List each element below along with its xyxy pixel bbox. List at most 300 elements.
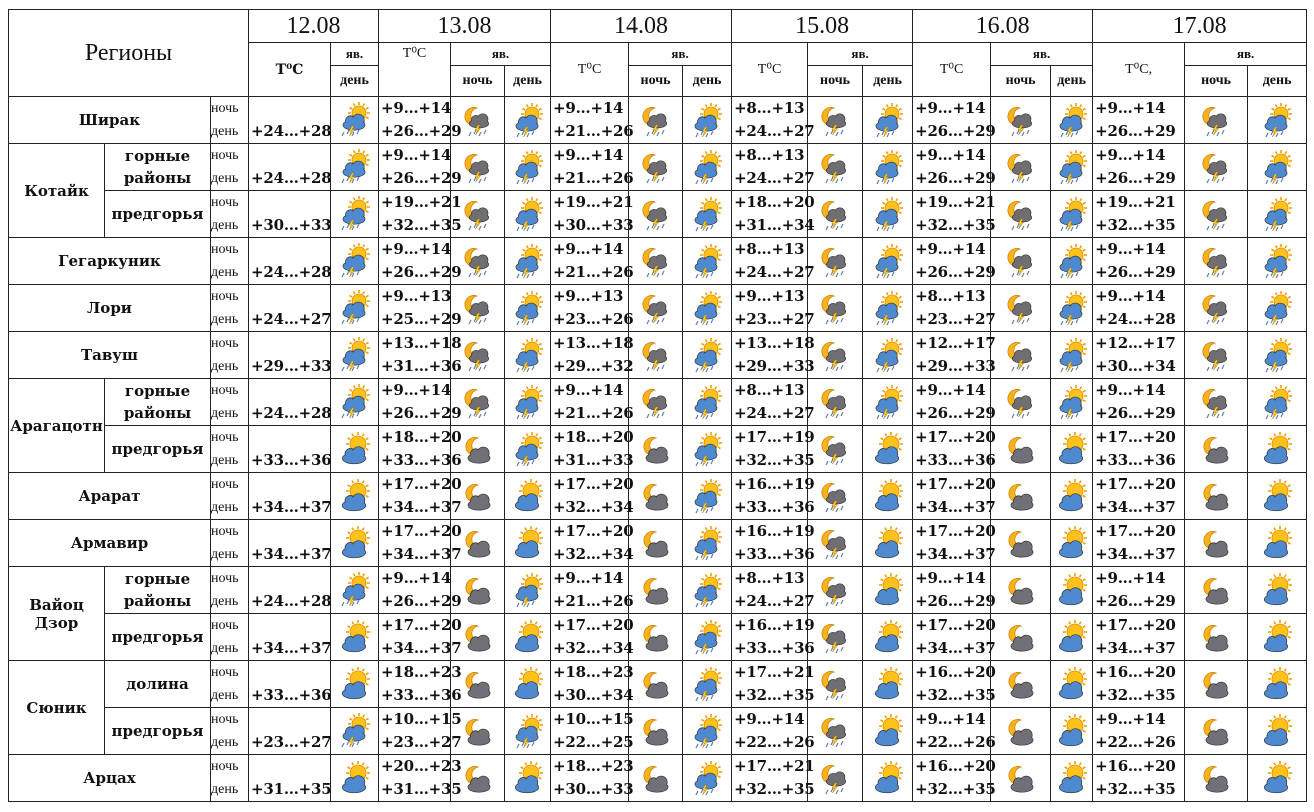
moon-cloud-icon (629, 755, 683, 802)
day-temp: +24…+28 (1095, 310, 1176, 328)
night-temp: ночь (211, 148, 239, 163)
day-temp: +34…+37 (251, 545, 332, 563)
night-temp: +10…+15 (553, 710, 634, 728)
region-name: Арагацотн (9, 379, 105, 473)
night-temp: +13…+18 (734, 334, 815, 352)
sun-cloud-icon (1051, 755, 1093, 802)
sun-cloud-icon (1051, 661, 1093, 708)
moon-cloud-icon (1185, 708, 1248, 755)
temp-cell (379, 285, 462, 332)
sun-storm-icon (683, 755, 732, 802)
moon-storm-icon (991, 332, 1051, 379)
moon-storm-icon (808, 144, 863, 191)
day-subheader: день (1051, 66, 1093, 97)
sun-storm-icon (1248, 285, 1307, 332)
day-temp: +26…+29 (915, 404, 996, 422)
moon-storm-icon (991, 144, 1051, 191)
sun-storm-icon (683, 238, 732, 285)
moon-storm-icon (808, 238, 863, 285)
date-header: 15.08 (732, 10, 913, 43)
day-temp: +24…+27 (734, 169, 815, 187)
region-name: Арцах (9, 755, 211, 802)
night-temp: +9…+14 (1095, 381, 1166, 399)
day-temp: +21…+26 (553, 404, 634, 422)
temp-cell (732, 144, 815, 191)
day-temp: день (211, 265, 239, 280)
region-row (9, 473, 1307, 520)
day-temp: +26…+29 (381, 263, 462, 281)
moon-storm-icon (629, 238, 683, 285)
temp-cell (913, 285, 996, 332)
temp-cell (249, 379, 331, 426)
night-temp: ночь (211, 289, 239, 304)
night-temp: +16…+20 (915, 757, 996, 775)
sun-storm-icon (505, 238, 551, 285)
moon-storm-icon (629, 332, 683, 379)
sun-cloud-icon (863, 520, 913, 567)
sun-cloud-icon (331, 426, 379, 473)
night-temp: +9…+14 (734, 710, 805, 728)
region-name: Ширак (9, 97, 211, 144)
day-temp: +34…+37 (915, 498, 996, 516)
temp-cell (913, 238, 996, 285)
time-of-day-labels (211, 144, 249, 191)
subregion-name: долина (105, 661, 211, 708)
night-temp: +9…+14 (915, 710, 986, 728)
night-temp: +18…+23 (553, 757, 634, 775)
sun-storm-icon (505, 332, 551, 379)
moon-storm-icon (1185, 238, 1248, 285)
day-temp: +23…+26 (553, 310, 634, 328)
day-temp: +33…+36 (734, 498, 815, 516)
night-temp: ночь (211, 759, 239, 774)
day-temp: +26…+29 (381, 122, 462, 140)
moon-cloud-icon (1185, 614, 1248, 661)
night-temp: +9…+14 (381, 146, 452, 164)
day-temp: +33…+36 (1095, 451, 1176, 469)
day-temp: +24…+28 (251, 404, 332, 422)
day-temp: +23…+27 (251, 733, 332, 751)
night-temp: +9…+13 (734, 287, 805, 305)
day-temp: +26…+29 (1095, 122, 1176, 140)
temp-cell (732, 708, 815, 755)
day-temp: +24…+27 (251, 310, 332, 328)
region-name: Вайоц Дзор (9, 567, 105, 661)
night-subheader: ночь (1185, 66, 1248, 97)
sun-cloud-icon (1248, 708, 1307, 755)
day-temp: +29…+32 (553, 357, 634, 375)
day-temp: +26…+29 (381, 592, 462, 610)
day-temp: день (211, 359, 239, 374)
moon-cloud-icon (991, 755, 1051, 802)
temp-cell (1093, 755, 1185, 802)
day-temp: +31…+36 (381, 357, 462, 375)
temp-cell (1093, 144, 1185, 191)
sun-storm-icon (1051, 285, 1093, 332)
moon-storm-icon (991, 238, 1051, 285)
day-temp: +23…+27 (915, 310, 996, 328)
day-temp: день (211, 312, 239, 327)
night-temp: +9…+13 (553, 287, 624, 305)
time-of-day-labels (211, 567, 249, 614)
sun-storm-icon (683, 567, 732, 614)
region-row (9, 285, 1307, 332)
sun-storm-icon (505, 144, 551, 191)
night-temp: ночь (211, 195, 239, 210)
night-temp: +8…+13 (734, 569, 805, 587)
sun-cloud-icon (331, 614, 379, 661)
day-temp: +34…+37 (915, 545, 996, 563)
day-temp: +34…+37 (915, 639, 996, 657)
moon-cloud-icon (1185, 661, 1248, 708)
night-temp: +10…+15 (381, 710, 462, 728)
temp-cell (1093, 661, 1185, 708)
region-row (9, 708, 1307, 755)
temp-cell (551, 661, 634, 708)
sun-storm-icon (863, 285, 913, 332)
moon-cloud-icon (1185, 755, 1248, 802)
temp-cell (1093, 708, 1185, 755)
day-temp: +32…+34 (553, 639, 634, 657)
temp-cell (1093, 567, 1185, 614)
time-of-day-labels (211, 755, 249, 802)
night-temp: +17…+20 (915, 475, 996, 493)
moon-cloud-icon (991, 567, 1051, 614)
temp-cell (732, 426, 815, 473)
time-of-day-labels (211, 661, 249, 708)
night-temp: +9…+13 (381, 287, 452, 305)
day-temp: +22…+26 (1095, 733, 1176, 751)
temp-header: T⁰C, (1093, 43, 1185, 97)
day-temp: +21…+26 (553, 263, 634, 281)
temp-cell (249, 426, 331, 473)
temp-header: T⁰C (732, 43, 808, 97)
temp-cell (249, 97, 331, 144)
temp-cell (732, 661, 815, 708)
day-temp: +32…+35 (1095, 686, 1176, 704)
moon-storm-icon (991, 285, 1051, 332)
sun-storm-icon (683, 708, 732, 755)
temp-cell (551, 144, 634, 191)
region-row (9, 97, 1307, 144)
sun-storm-icon (683, 661, 732, 708)
night-temp: +8…+13 (734, 240, 805, 258)
day-temp: +24…+27 (734, 592, 815, 610)
day-temp: день (211, 735, 239, 750)
day-temp: день (211, 500, 239, 515)
day-temp: день (211, 171, 239, 186)
temp-cell (551, 285, 634, 332)
moon-cloud-icon (629, 520, 683, 567)
night-temp: +20…+23 (381, 757, 462, 775)
moon-storm-icon (1185, 285, 1248, 332)
day-temp: +24…+27 (734, 404, 815, 422)
night-temp: +9…+14 (915, 240, 986, 258)
sun-storm-icon (683, 191, 732, 238)
sun-storm-icon (505, 708, 551, 755)
night-temp: +17…+21 (734, 757, 815, 775)
sun-storm-icon (1051, 144, 1093, 191)
night-temp: +8…+13 (734, 146, 805, 164)
sun-cloud-icon (331, 661, 379, 708)
day-temp: день (211, 547, 239, 562)
sun-storm-icon (683, 144, 732, 191)
day-subheader: день (1248, 66, 1307, 97)
night-temp: ночь (211, 665, 239, 680)
night-temp: +18…+23 (553, 663, 634, 681)
sun-storm-icon (505, 191, 551, 238)
sun-cloud-icon (505, 520, 551, 567)
day-temp: +24…+28 (251, 169, 332, 187)
temp-header: T⁰C (913, 43, 991, 97)
night-temp: +8…+13 (734, 99, 805, 117)
temp-cell (732, 520, 815, 567)
night-temp: +9…+14 (1095, 99, 1166, 117)
temp-cell (1093, 332, 1185, 379)
day-temp: +26…+29 (915, 263, 996, 281)
temp-cell (249, 144, 331, 191)
day-temp: +30…+33 (553, 216, 634, 234)
temp-cell (379, 520, 462, 567)
night-temp: +9…+14 (553, 99, 624, 117)
sun-storm-icon (683, 285, 732, 332)
day-temp: +30…+34 (553, 686, 634, 704)
sun-cloud-icon (1248, 614, 1307, 661)
temp-cell (1093, 379, 1185, 426)
temp-cell (732, 285, 815, 332)
day-temp: +32…+35 (1095, 780, 1176, 798)
day-temp: +32…+34 (553, 545, 634, 563)
temp-cell (732, 473, 815, 520)
region-name: Гегаркуник (9, 238, 211, 285)
day-temp: +32…+34 (553, 498, 634, 516)
sun-cloud-icon (1248, 661, 1307, 708)
yav-header: яв. (1185, 43, 1307, 66)
night-temp: +17…+20 (1095, 428, 1176, 446)
sun-storm-icon (683, 332, 732, 379)
day-temp: +29…+33 (915, 357, 996, 375)
moon-storm-icon (629, 191, 683, 238)
rain-sun-storm-icon (331, 567, 379, 614)
day-temp: +30…+33 (553, 780, 634, 798)
sun-cloud-icon (1051, 614, 1093, 661)
temp-cell (1093, 614, 1185, 661)
day-temp: +34…+37 (251, 498, 332, 516)
moon-storm-icon (991, 379, 1051, 426)
temp-cell (551, 379, 634, 426)
rain-sun-storm-icon (331, 332, 379, 379)
temp-cell (913, 97, 996, 144)
temp-cell (379, 144, 462, 191)
moon-storm-icon (808, 567, 863, 614)
temp-cell (732, 379, 815, 426)
night-temp: +16…+19 (734, 616, 815, 634)
day-temp: +32…+35 (734, 451, 815, 469)
temp-cell (913, 144, 996, 191)
time-of-day-labels (211, 473, 249, 520)
night-temp: +16…+19 (734, 522, 815, 540)
night-temp: +9…+14 (1095, 240, 1166, 258)
sun-cloud-icon (1248, 473, 1307, 520)
sun-storm-icon (1051, 332, 1093, 379)
night-temp: +17…+21 (734, 663, 815, 681)
moon-storm-icon (808, 755, 863, 802)
temp-cell (913, 473, 996, 520)
sun-storm-icon (505, 285, 551, 332)
day-temp: +30…+34 (1095, 357, 1176, 375)
temp-cell (1093, 520, 1185, 567)
temp-cell (551, 97, 634, 144)
day-temp: день (211, 782, 239, 797)
night-temp: +9…+14 (915, 146, 986, 164)
day-temp: +34…+37 (1095, 639, 1176, 657)
sun-storm-icon (863, 191, 913, 238)
night-temp: +19…+21 (381, 193, 462, 211)
day-temp: +32…+35 (915, 216, 996, 234)
night-temp: +9…+14 (1095, 569, 1166, 587)
day-temp: +26…+29 (1095, 169, 1176, 187)
day-temp: +24…+27 (734, 263, 815, 281)
rain-sun-storm-icon (331, 97, 379, 144)
night-temp: ночь (211, 618, 239, 633)
night-temp: +17…+20 (381, 522, 462, 540)
night-temp: ночь (211, 571, 239, 586)
night-temp: +17…+20 (1095, 475, 1176, 493)
night-temp: +9…+14 (915, 381, 986, 399)
sun-storm-icon (505, 567, 551, 614)
day-temp: +34…+37 (1095, 545, 1176, 563)
night-temp: +9…+14 (915, 569, 986, 587)
moon-cloud-icon (991, 708, 1051, 755)
night-temp: ночь (211, 524, 239, 539)
forecast-table (8, 9, 1307, 802)
temp-cell (551, 708, 634, 755)
day-temp: +29…+33 (734, 357, 815, 375)
day-temp: день (211, 124, 239, 139)
temp-cell (913, 191, 996, 238)
day-temp: +32…+35 (915, 686, 996, 704)
region-name: Лори (9, 285, 211, 332)
temp-cell (249, 755, 331, 802)
night-temp: +16…+20 (915, 663, 996, 681)
day-temp: +32…+35 (381, 216, 462, 234)
moon-storm-icon (808, 708, 863, 755)
day-temp: +24…+28 (251, 592, 332, 610)
temp-cell (249, 661, 331, 708)
night-temp: +13…+18 (553, 334, 634, 352)
night-temp: +17…+20 (915, 428, 996, 446)
temp-cell (913, 614, 996, 661)
temp-cell (551, 614, 634, 661)
moon-storm-icon (808, 426, 863, 473)
night-temp: +16…+20 (1095, 757, 1176, 775)
temp-cell (913, 567, 996, 614)
temp-cell (551, 567, 634, 614)
night-temp: ночь (211, 477, 239, 492)
region-row (9, 567, 1307, 614)
date-header: 14.08 (551, 10, 732, 43)
day-temp: +21…+26 (553, 169, 634, 187)
day-temp: +33…+36 (734, 545, 815, 563)
region-name: Котайк (9, 144, 105, 238)
sun-storm-icon (1248, 191, 1307, 238)
night-temp: +17…+20 (381, 616, 462, 634)
temp-cell (379, 708, 462, 755)
night-temp: +18…+20 (553, 428, 634, 446)
day-temp: +24…+27 (734, 122, 815, 140)
night-temp: +9…+14 (381, 381, 452, 399)
moon-storm-icon (629, 144, 683, 191)
temp-cell (379, 191, 462, 238)
temp-cell (379, 426, 462, 473)
region-row (9, 379, 1307, 426)
moon-cloud-icon (629, 614, 683, 661)
night-temp: ночь (211, 712, 239, 727)
night-temp: +17…+19 (734, 428, 815, 446)
night-temp: +12…+17 (915, 334, 996, 352)
yav-header: яв. (808, 43, 913, 66)
sun-cloud-icon (1248, 520, 1307, 567)
moon-storm-icon (629, 379, 683, 426)
temp-header: T⁰C (551, 43, 629, 97)
day-temp: +25…+29 (381, 310, 462, 328)
temp-cell (1093, 426, 1185, 473)
day-subheader: день (331, 66, 379, 97)
temp-header: T⁰C (379, 43, 451, 97)
temp-cell (379, 238, 462, 285)
date-header: 12.08 (249, 10, 379, 43)
moon-cloud-icon (629, 567, 683, 614)
night-temp: +19…+21 (915, 193, 996, 211)
night-temp: +9…+14 (1095, 287, 1166, 305)
night-temp: +19…+21 (553, 193, 634, 211)
moon-cloud-icon (1185, 473, 1248, 520)
time-of-day-labels (211, 97, 249, 144)
sun-storm-icon (863, 332, 913, 379)
sun-cloud-icon (1051, 473, 1093, 520)
moon-storm-icon (808, 520, 863, 567)
night-temp: ночь (211, 383, 239, 398)
sun-cloud-icon (505, 614, 551, 661)
sun-storm-icon (683, 97, 732, 144)
temp-cell (732, 332, 815, 379)
sun-cloud-icon (505, 755, 551, 802)
day-temp: +33…+36 (381, 451, 462, 469)
temp-cell (913, 661, 996, 708)
temp-cell (551, 520, 634, 567)
temp-cell (913, 426, 996, 473)
moon-storm-icon (808, 285, 863, 332)
temp-cell (379, 473, 462, 520)
night-temp: +13…+18 (381, 334, 462, 352)
day-temp: +21…+26 (553, 592, 634, 610)
moon-cloud-icon (991, 661, 1051, 708)
moon-cloud-icon (629, 708, 683, 755)
region-row (9, 520, 1307, 567)
night-temp: +9…+14 (1095, 146, 1166, 164)
region-name: Армавир (9, 520, 211, 567)
day-temp: +26…+29 (381, 169, 462, 187)
night-temp: ночь (211, 336, 239, 351)
day-temp: +26…+29 (915, 122, 996, 140)
day-temp: +31…+33 (553, 451, 634, 469)
day-temp: день (211, 453, 239, 468)
sun-storm-icon (1248, 379, 1307, 426)
temp-cell (249, 614, 331, 661)
day-temp: +29…+33 (251, 357, 332, 375)
sun-storm-icon (1248, 97, 1307, 144)
rain-sun-storm-icon (331, 285, 379, 332)
